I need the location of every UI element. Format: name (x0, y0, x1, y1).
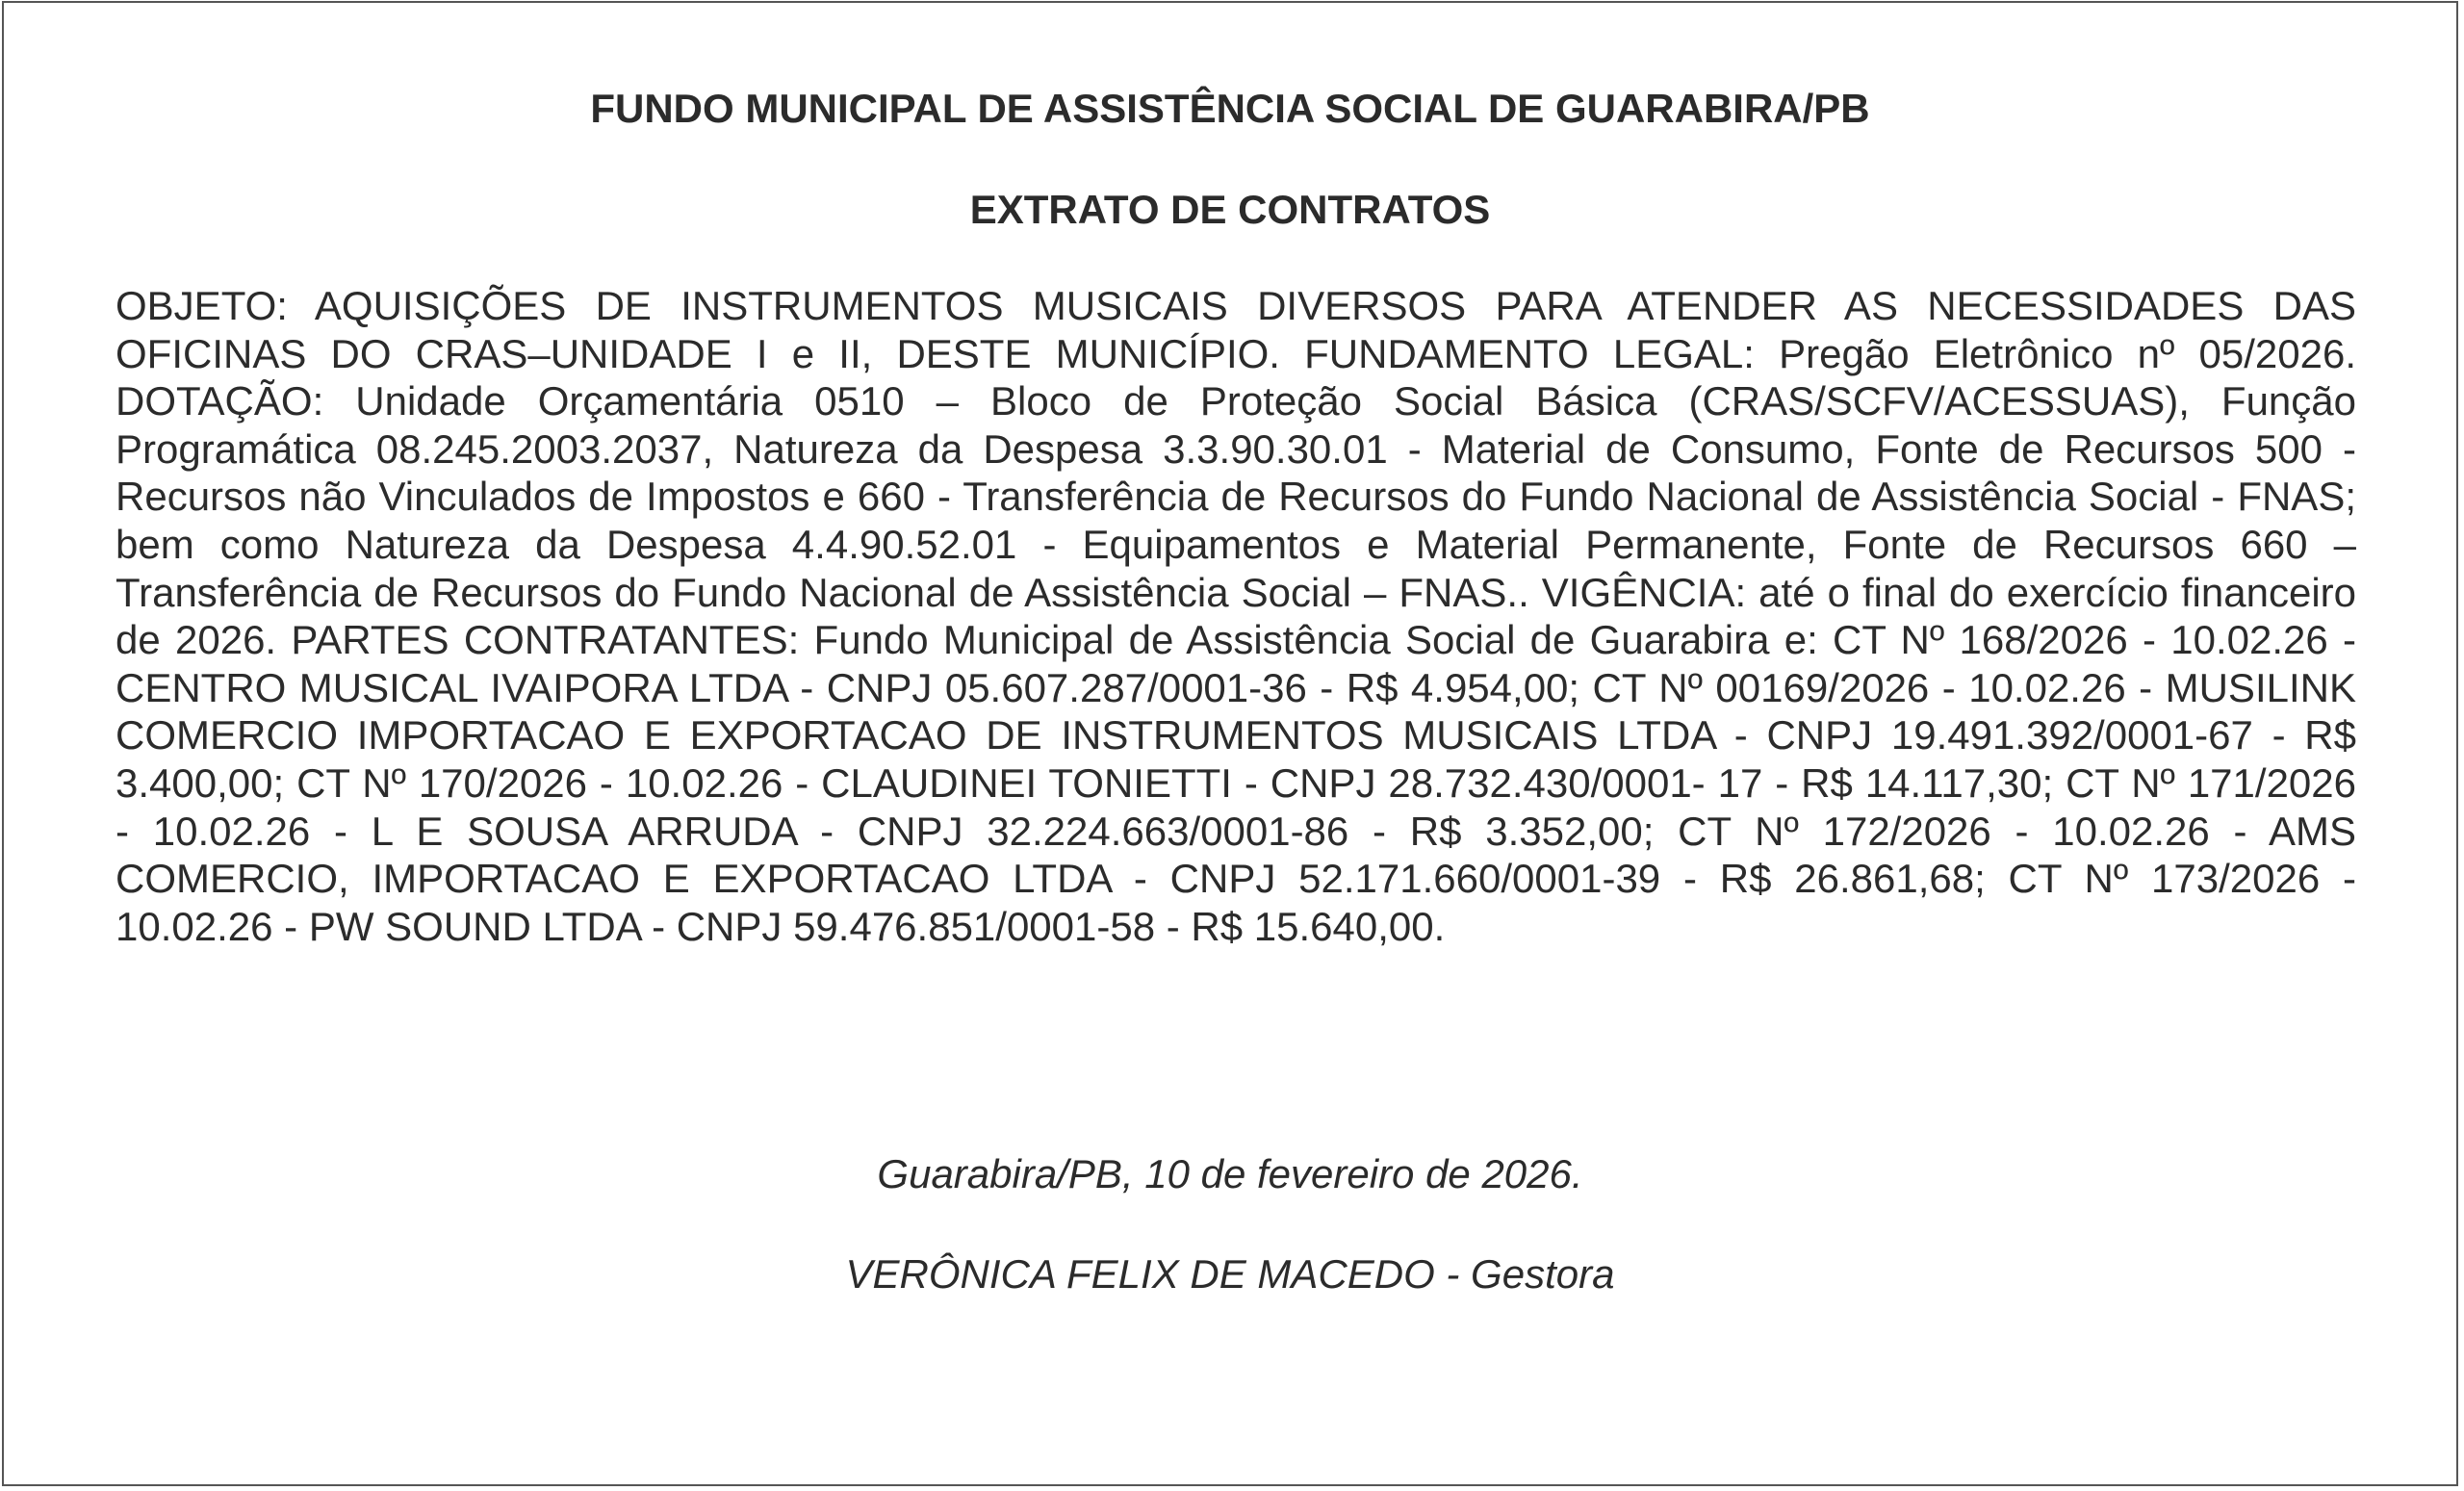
document-heading: FUNDO MUNICIPAL DE ASSISTÊNCIA SOCIAL DE GUARABIRA/PB (590, 86, 1870, 131)
date-line: Guarabira/PB, 10 de fevereiro de 2026. (877, 1151, 1583, 1196)
signature-line: VERÔNICA FELIX DE MACEDO - Gestora (845, 1251, 1615, 1297)
contract-extract-body: OBJETO: AQUISIÇÕES DE INSTRUMENTOS MUSICAIS DIVERSOS PARA ATENDER AS NECESSIDADES DAS OFICINAS DO CRAS–UNIDADE I e II, DESTE MUNICÍPIO. FUNDAMENTO LEGAL: Pregão Eletrônico nº 05/2026. DOTAÇÃO: Unidade Orçamentária 0510 – Bloco de Proteção Social Básica (CRAS/SCFV/ACESSUAS), Função Programática 08.245.2003.2037, Natureza da Despesa 3.3.90.30.01 - Material de Consumo, Fonte de Recursos 500 - Recursos não Vinculados de Impostos e 660 - Transferência de Recursos do Fundo Nacional de Assistência Social - FNAS; bem como Natureza da Despesa 4.4.90.52.01 - Equipamentos e Material Permanente, Fonte de Recursos 660 – Transferência de Recursos do Fundo Nacional de Assistência Social – FNAS.. VIGÊNCIA: até o final do exercício financeiro de 2026. PARTES CONTRATANTES: Fundo Municipal de Assistência Social de Guarabira e: CT Nº 168/2026 - 10.02.26 - CENTRO MUSICAL IVAIPORA LTDA - CNPJ 05.607.287/0001-36 - R$ 4.954,00; CT Nº 00169/2026 - 10.02.26 - MUSILINK COMERCIO IMPORTACAO E EXPORTACAO DE INSTRUMENTOS MUSICAIS LTDA - CNPJ 19.491.392/0001-67 - R$ 3.400,00; CT Nº 170/2026 - 10.02.26 - CLAUDINEI TONIETTI - CNPJ 28.732.430/0001- 17 - R$ 14.117,30; CT Nº 171/2026 - 10.02.26 - L E SOUSA ARRUDA - CNPJ 32.224.663/0001-86 - R$ 3.352,00; CT Nº 172/2026 - 10.02.26 - AMS COMERCIO, IMPORTACAO E EXPORTACAO LTDA - CNPJ 52.171.660/0001-39 - R$ 26.861,68; CT Nº 173/2026 - 10.02.26 - PW SOUND LTDA - CNPJ 59.476.851/0001-58 - R$ 15.640,00. (116, 283, 2356, 949)
document-frame (2, 1, 2458, 1486)
document-subheading: EXTRATO DE CONTRATOS (969, 187, 1491, 232)
